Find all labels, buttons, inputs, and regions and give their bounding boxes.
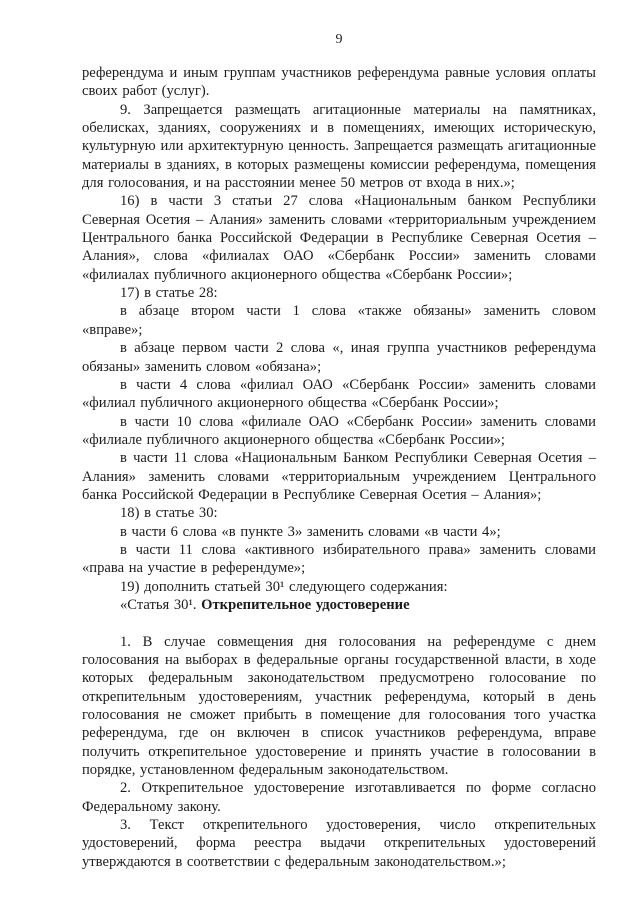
paragraph-sub-17-3: в части 4 слова «филиал ОАО «Сбербанк России» заменить словами «филиал публичного акционерного общества «Сбербанк России»; bbox=[82, 376, 596, 412]
article-heading-title: Открепительное удостоверение bbox=[201, 596, 410, 613]
paragraph-sub-18-2: в части 11 слова «активного избирательного права» заменить словами «права на участие в референдуме»; bbox=[82, 541, 596, 577]
paragraph-sub-17-1: в абзаце втором части 1 слова «также обязаны» заменить словом «вправе»; bbox=[82, 303, 596, 338]
paragraph-item-18: 18) в статье 30: bbox=[120, 505, 218, 522]
paragraph-item-17: 17) в статье 28: bbox=[120, 285, 218, 302]
paragraph-sub-18-1: в части 6 слова «в пункте 3» заменить словами «в части 4»; bbox=[120, 523, 501, 540]
page-number: 9 bbox=[335, 32, 343, 47]
paragraph-sub-17-5: в части 11 слова «Национальным Банком Республики Северная Осетия – Алания» заменить словами «территориальным учреждением Центрального банка Российской Федерации в Республике Северная Осетия – Алания»; bbox=[82, 450, 596, 503]
paragraph-article-2: 2. Открепительное удостоверение изготавливается по форме согласно Федеральному закону. bbox=[82, 780, 596, 815]
article-heading-prefix: «Статья 30¹. bbox=[120, 596, 202, 613]
paragraph-continuation: референдума и иным группам участников референдума равные условия оплаты своих работ (услуг). bbox=[82, 65, 596, 100]
article-heading bbox=[82, 596, 596, 614]
paragraph-article-1: 1. В случае совмещения дня голосования на референдуме с днем голосования на выборах в федеральные органы государственной власти, в ходе которых федеральным законодательством предусмотрено голосование по открепительным удостоверениям, участник референдума, который в день голосования не сможет прибыть в помещение для голосования того участка референдума, где он включен в список участников референдума, вправе получить открепительное удостоверение и принять участие в голосовании в порядке, установленном федеральным законодательством. bbox=[82, 633, 596, 779]
paragraph-item-19: 19) дополнить статьей 30¹ следующего содержания: bbox=[120, 578, 448, 595]
paragraph-sub-17-4: в части 10 слова «филиале ОАО «Сбербанк России» заменить словами «филиале публичного акционерного общества «Сбербанк России»; bbox=[82, 413, 596, 448]
document-body bbox=[82, 64, 596, 871]
paragraph-item-9: 9. Запрещается размещать агитационные материалы на памятниках, обелисках, зданиях, сооружениях и в помещениях, имеющих историческую, культурную или архитектурную ценность. Запрещается размещать агитационные материалы в зданиях, в которых размещены комиссии референдума, помещения для голосования, и на расстоянии менее 50 метров от входа в них.»; bbox=[82, 101, 596, 192]
paragraph-article-3: 3. Текст открепительного удостоверения, число открепительных удостоверений, форма реестра выдачи открепительных удостоверений утверждаются в соответствии с федеральным законодательством.»; bbox=[82, 817, 596, 870]
paragraph-sub-17-2: в абзаце первом части 2 слова «, иная группа участников референдума обязаны» заменить словом «обязана»; bbox=[82, 340, 596, 375]
paragraph-item-16: 16) в части 3 статьи 27 слова «Национальным банком Республики Северная Осетия – Алания» заменить словами «территориальным учреждением Центрального банка Российской Федерации в Республике Северная Осетия – Алания», слова «филиалах ОАО «Сбербанк России» заменить словами «филиалах публичного акционерного общества «Сбербанк России»; bbox=[82, 193, 596, 283]
